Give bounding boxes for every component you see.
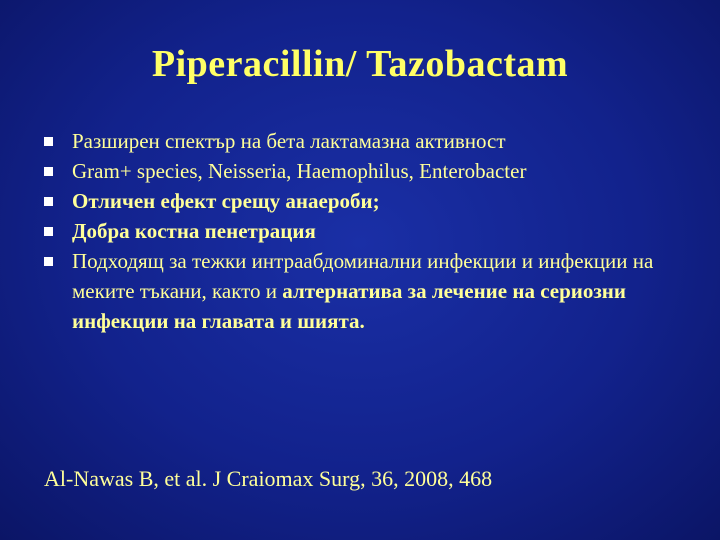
slide-title: Piperacillin/ Tazobactam: [151, 43, 569, 85]
bullet-item-species: [44, 156, 694, 186]
bullet-item-spectrum: [44, 126, 694, 156]
bullet-list: [44, 126, 694, 336]
bullet-text: Отличен ефект срещу анаероби;: [72, 189, 380, 213]
bullet-square-icon: [44, 137, 53, 146]
bullet-text: Gram+ species, Neisseria, Haemophilus, Enterobacter: [72, 159, 527, 183]
bullet-square-icon: [44, 197, 53, 206]
bullet-text: Добра костна пенетрация: [72, 219, 316, 243]
bullet-item-indications: [44, 246, 694, 336]
bullet-square-icon: [44, 257, 53, 266]
bullet-text: Разширен спектър на бета лактамазна активност: [72, 129, 506, 153]
bullet-square-icon: [44, 227, 53, 236]
bullet-square-icon: [44, 167, 53, 176]
bullet-text-bold: алтернатива за лечение на сериозни инфекции на главата и шията.: [72, 279, 627, 333]
bullet-item-anaerobes: [44, 186, 694, 216]
bullet-item-bone-penetration: [44, 216, 694, 246]
citation: Al-Nawas B, et al. J Craiomax Surg, 36, 2008, 468: [44, 466, 493, 491]
bullet-text-normal: Подходящ за тежки интраабдоминални инфекции и инфекции на меките тъкани, както и: [72, 249, 654, 303]
